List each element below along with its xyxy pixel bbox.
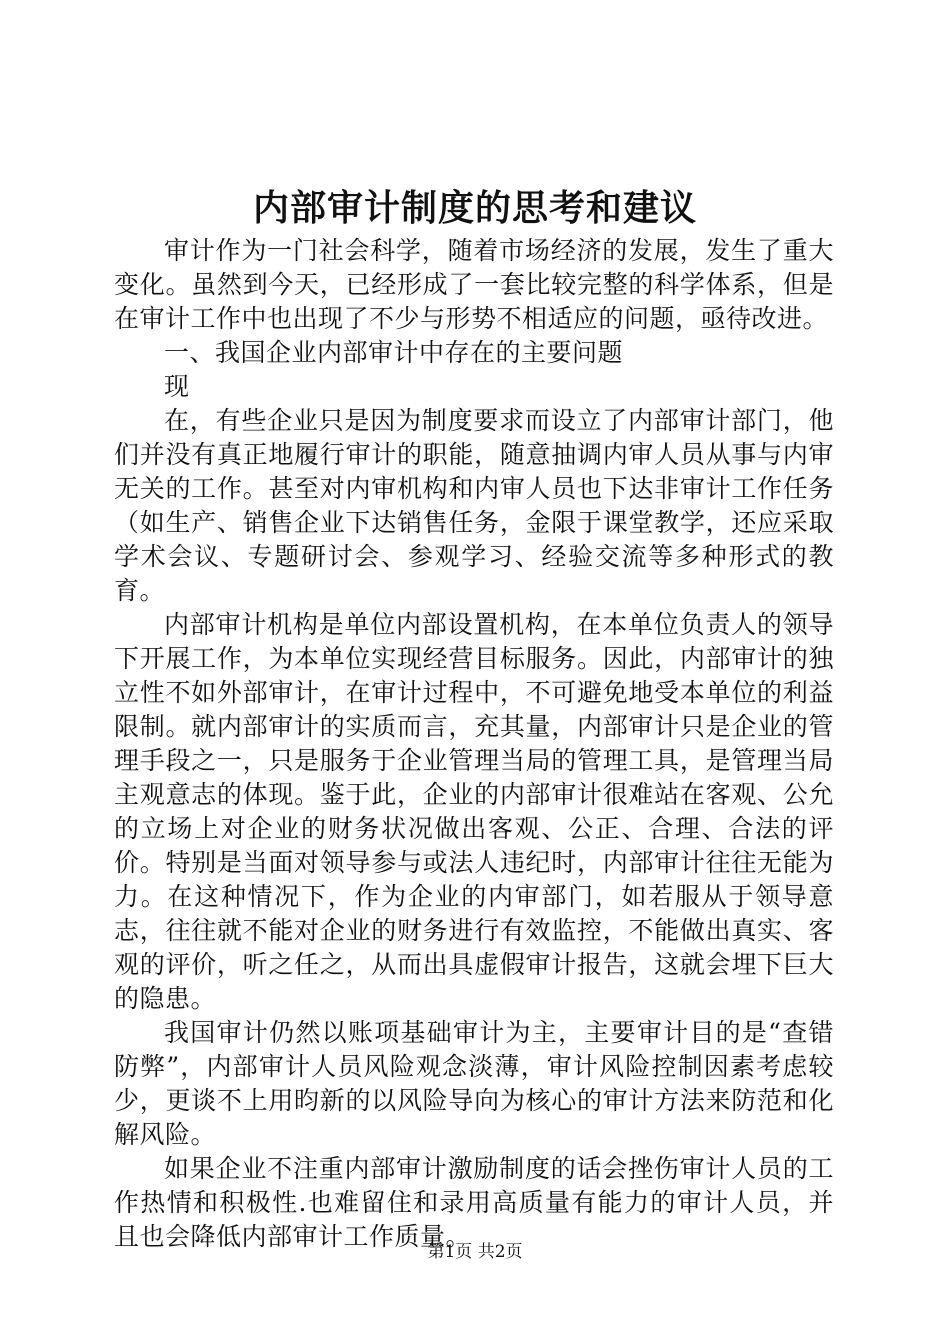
- paragraph-risk: 我国审计仍然以账项基础审计为主，主要审计目的是“查错防弊”，内部审计人员风险观念淡薄，审计风险控制因素考虑较少，更谈不上用昀新的以风险导向为核心的审计方法来防范和化解风险。: [114, 1018, 834, 1149]
- paragraph-independence: 内部审计机构是单位内部设置机构，在本单位负责人的领导下开展工作，为本单位实现经营目标服务。因此，内部审计的独立性不如外部审计，在审计过程中，不可避免地受本单位的利益限制。就内部审计的实质而言，充其量，内部审计只是企业的管理手段之一，只是服务于企业管理当局的管理工具，是管理当局主观意志的体现。鉴于此，企业的内部审计很难站在客观、公允的立场上对企业的财务状况做出客观、公正、合理、合法的评价。特别是当面对领导参与或法人违纪时，内部审计往往无能为力。在这种情况下，作为企业的内审部门，如若服从于领导意志，往往就不能对企业的财务进行有效监控，不能做出真实、客观的评价，听之任之，从而出具虚假审计报告，这就会埋下巨大的隐患。: [114, 610, 834, 1013]
- paragraph-incentive: 如果企业不注重内部审计激励制度的话会挫伤审计人员的工作热情和积极性.也难留住和录用高质量有能力的审计人员，并且也会降低内部审计工作质量。: [114, 1154, 834, 1251]
- paragraph-intro: 审计作为一门社会科学，随着市场经济的发展，发生了重大变化。虽然到今天，已经形成了一套比较完整的科学体系，但是在审计工作中也出现了不少与形势不相适应的问题，亟待改进。: [114, 236, 834, 333]
- page-number: 第1页 共2页: [427, 1242, 523, 1262]
- document-body: [114, 234, 834, 1254]
- paragraph-current-situation: 在，有些企业只是因为制度要求而设立了内部审计部门，他们并没有真正地履行审计的职能，随意抽调内审人员从事与内审无关的工作。甚至对内审机构和内审人员也下达非审计工作任务（如生产、销售企业下达销售任务，金限于课堂教学，还应采取学术会议、专题研讨会、参观学习、经验交流等多种形式的教育。: [114, 406, 834, 605]
- section-heading: 一、我国企业内部审计中存在的主要问题: [164, 338, 624, 367]
- paragraph-fragment: 现: [164, 372, 190, 401]
- document-title: 内部审计制度的思考和建议: [252, 187, 697, 229]
